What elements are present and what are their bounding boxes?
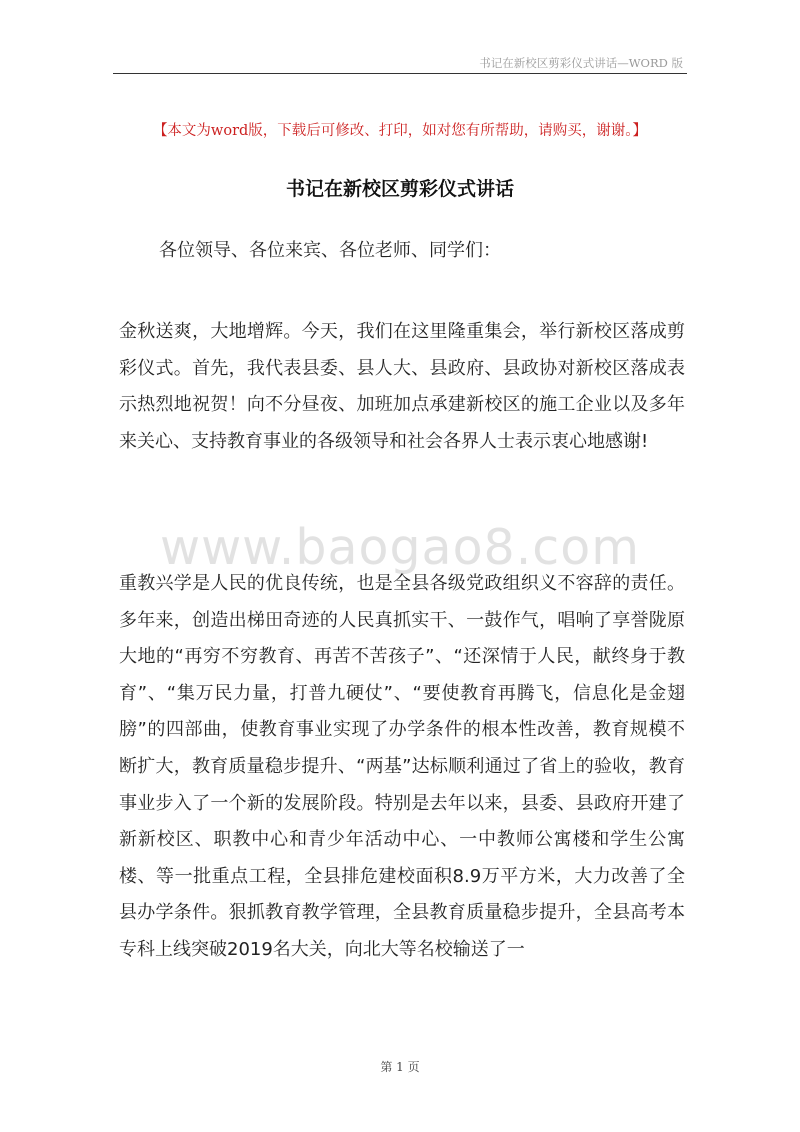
body-paragraph-2: 重教兴学是人民的优良传统，也是全县各级党政组织义不容辞的责任。多年来，创造出梯田奇迹的人民真抓实干、一鼓作气，唱响了享誉陇原大地的“再穷不穷教育、再苦不苦孩子”、“还深情于人民，献终身于教育”、“集万民力量，打普九硬仗”、“要使教育再腾飞，信息化是金翅膀”的四部曲，使教育事业实现了办学条件的根本性改善，教育规模不断扩大，教育质量稳步提升、“两基”达标顺利通过了省上的验收，教育事业步入了一个新的发展阶段。特别是去年以来，县委、县政府开建了新新校区、职教中心和青少年活动中心、一中教师公寓楼和学生公寓楼、等一批重点工程，全县排危建校面积8.9万平方米，大力改善了全县办学条件。狠抓教育教学管理，全县教育质量稳步提升，全县高考本专科上线突破2019名大关，向北大等名校输送了一 [119, 573, 685, 960]
watermark: www.baogao8.com [160, 519, 640, 576]
page-number: 第 1 页 [380, 1060, 420, 1074]
salutation: 各位领导、各位来宾、各位老师、同学们： [159, 240, 501, 261]
header-divider [113, 73, 687, 74]
header-title: 书记在新校区剪彩仪式讲话—WORD 版 [479, 56, 683, 70]
body-paragraph-1: 金秋送爽，大地增辉。今天，我们在这里隆重集会，举行新校区落成剪彩仪式。首先，我代表县委、县人大、县政府、县政协对新校区落成表示热烈地祝贺！向不分昼夜、加班加点承建新校区的施工企业以及多年来关心、支持教育事业的各级领导和社会各界人士表示衷心地感谢! [119, 321, 685, 452]
purchase-notice: 【本文为word版，下载后可修改、打印，如对您有所帮助，请购买，谢谢。】 [152, 123, 648, 139]
document-title: 书记在新校区剪彩仪式讲话 [285, 178, 514, 200]
